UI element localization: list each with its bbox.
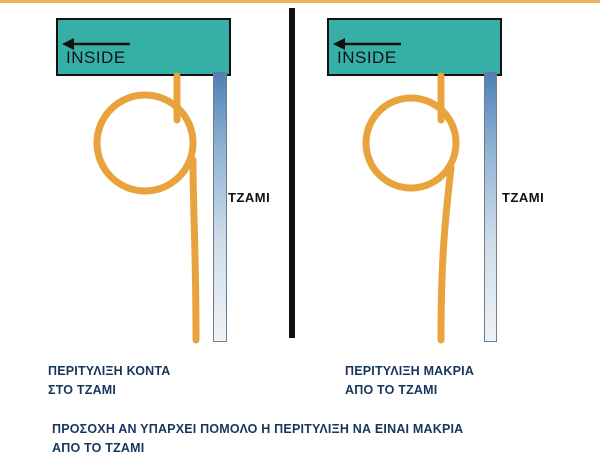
cord-loop-left: [0, 0, 290, 400]
caption-left: [48, 362, 268, 401]
warning-line2: ΑΠΟ ΤΟ ΤΖΑΜΙ: [52, 441, 145, 456]
caption-right-line1: ΠΕΡΙΤΥΛΙΞΗ ΜΑΚΡΙΑ: [345, 364, 475, 378]
caption-left-line2: ΣΤΟ ΤΖΑΜΙ: [48, 383, 117, 398]
caption-right: [345, 362, 575, 401]
caption-right-line2: ΑΠΟ ΤΟ ΤΖΑΜΙ: [345, 383, 438, 398]
inside-label-right: INSIDE: [337, 48, 397, 67]
panel-left: [0, 0, 290, 400]
glass-label-right: TZAMI: [502, 190, 545, 205]
glass-label-left: TZAMI: [228, 190, 271, 205]
inside-label-left: INSIDE: [66, 48, 126, 67]
cord-loop-right: [295, 0, 585, 400]
warning-text: [52, 420, 572, 459]
panel-right: [295, 0, 585, 400]
caption-left-line1: ΠΕΡΙΤΥΛΙΞΗ ΚΟΝΤΑ: [48, 364, 171, 378]
warning-line1: ΠΡΟΣΟΧΗ ΑΝ ΥΠΑΡΧΕΙ ΠΟΜΟΛΟ Η ΠΕΡΙΤΥΛΙΞΗ ΝΑ ΕΙΝΑΙ ΜΑΚΡΙΑ: [52, 422, 464, 436]
